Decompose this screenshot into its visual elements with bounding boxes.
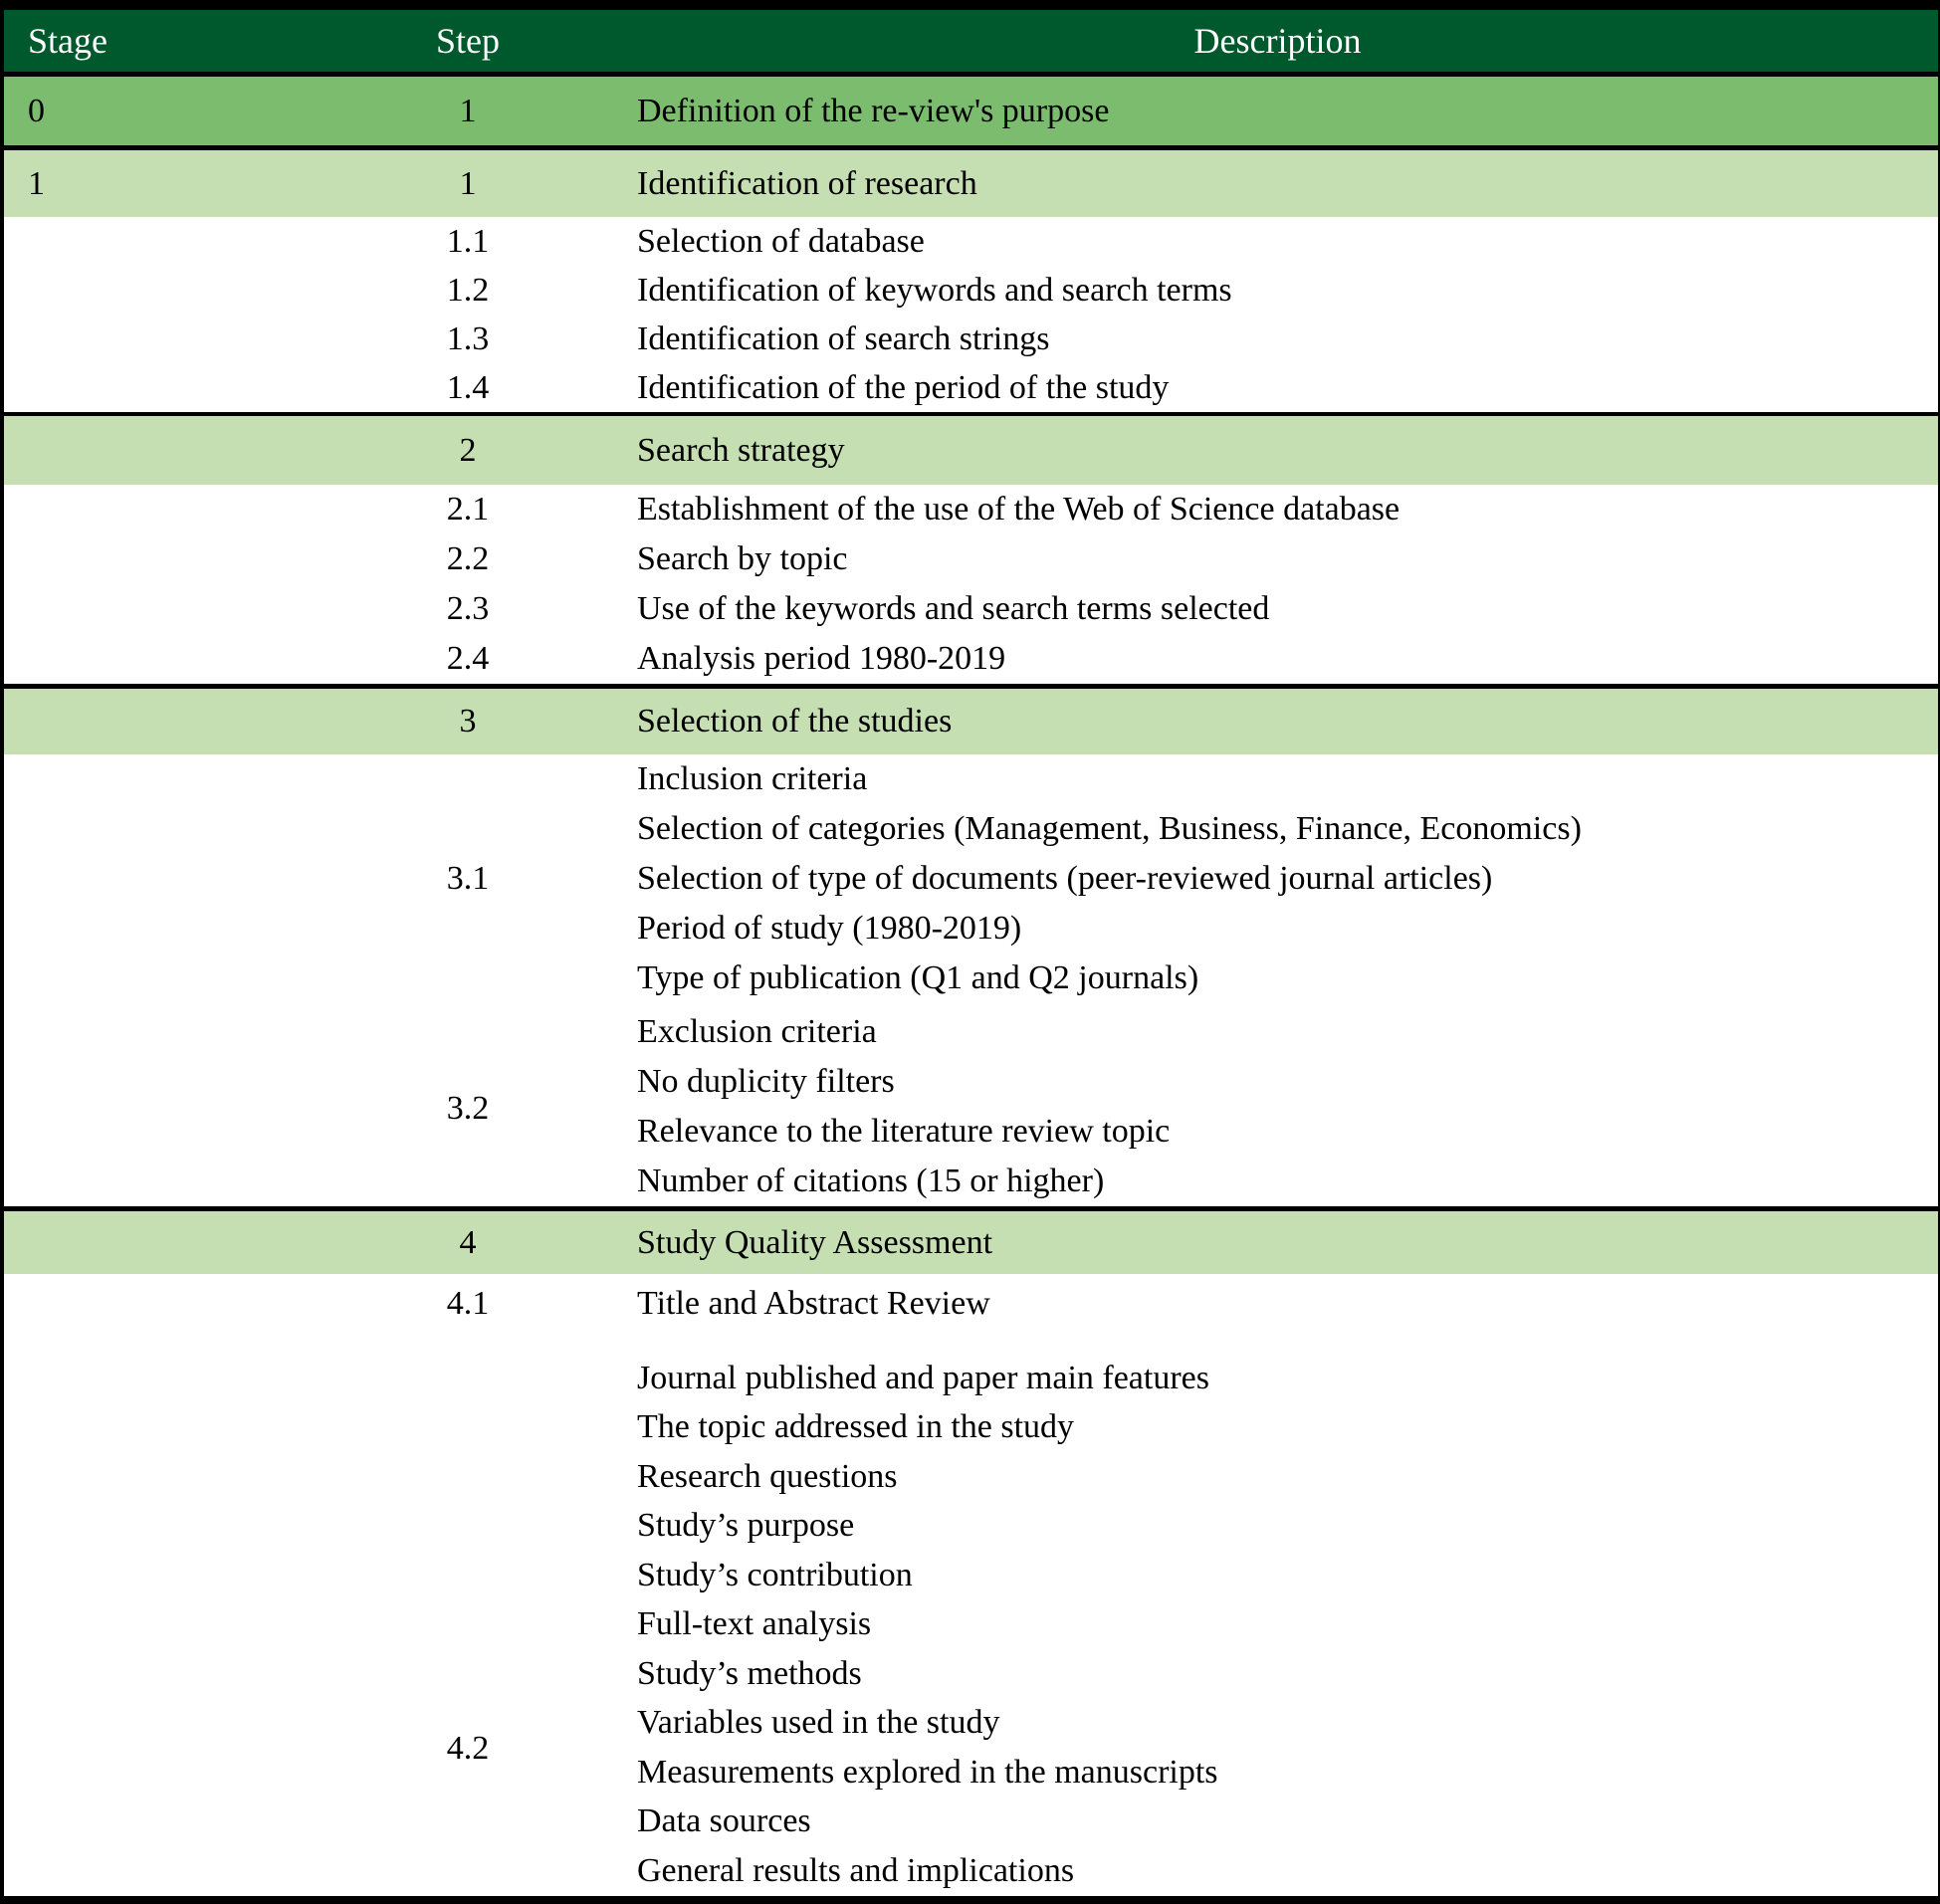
header-description: Description	[1193, 21, 1362, 61]
step-number: 2.3	[446, 590, 490, 627]
step-number: 1	[459, 92, 477, 129]
criterion-line: Data sources	[637, 1802, 811, 1840]
table-row-step-2	[4, 416, 1938, 485]
table-row-2-3	[4, 584, 1938, 634]
step-description-list	[617, 1354, 1938, 1896]
table-row-3-1	[4, 754, 1938, 1003]
step-number: 4	[459, 1223, 477, 1261]
step-number: 2.2	[446, 540, 490, 577]
stage-cell: 1	[28, 164, 45, 202]
stage-cell: 0	[28, 92, 45, 129]
table-row-step-4	[4, 1211, 1938, 1274]
criterion-line: Measurements explored in the manuscripts	[637, 1753, 1218, 1791]
table-row-2-1	[4, 485, 1938, 534]
table-row-stage-0	[4, 77, 1938, 145]
table-bottom-border	[4, 1896, 1938, 1904]
step-number-cell	[319, 754, 617, 1003]
table-row-2-4	[4, 634, 1938, 684]
step-number: 1.4	[446, 368, 490, 406]
step-number: 4.1	[446, 1285, 490, 1322]
criterion-line: Variables used in the study	[637, 1704, 1000, 1742]
criterion-line: Study’s contribution	[637, 1556, 913, 1593]
step-description: Use of the keywords and search terms selected	[637, 590, 1270, 627]
stage-cell	[4, 1354, 319, 1896]
table-row-1-1	[4, 217, 1938, 266]
table-row-3-2	[4, 1003, 1938, 1206]
criterion-line: General results and implications	[637, 1851, 1075, 1889]
step-number: 1.3	[446, 319, 490, 357]
step-description: Analysis period 1980-2019	[637, 640, 1006, 677]
criterion-line: Study’s purpose	[637, 1507, 855, 1545]
step-description: Study Quality Assessment	[637, 1223, 993, 1261]
table-row-stage-1-step-1	[4, 150, 1938, 217]
step-description: Selection of the studies	[637, 703, 953, 740]
criterion-line: Inclusion criteria	[637, 760, 868, 797]
criterion-line: Selection of categories (Management, Business, Finance, Economics)	[637, 810, 1582, 847]
criterion-line: Study’s methods	[637, 1654, 862, 1692]
table-row-1-2	[4, 266, 1938, 315]
stage-cell	[4, 1003, 319, 1206]
table-row-4-2	[4, 1354, 1938, 1896]
step-description: Identification of search strings	[637, 319, 1050, 357]
table-row-2-2	[4, 534, 1938, 584]
step-description-list	[617, 1003, 1938, 1206]
criterion-line: Research questions	[637, 1457, 898, 1495]
table-row-1-4	[4, 363, 1938, 412]
header-step: Step	[435, 21, 500, 61]
step-number: 2	[459, 431, 477, 469]
step-number-cell	[319, 1354, 617, 1896]
step-number: 2.1	[446, 491, 490, 528]
step-description: Identification of keywords and search terms	[637, 271, 1232, 309]
criterion-line: Type of publication (Q1 and Q2 journals)	[637, 959, 1199, 996]
criterion-line: Full-text analysis	[637, 1605, 872, 1643]
step-description-list	[617, 754, 1938, 1003]
step-number: 1.2	[446, 271, 490, 309]
table-row-1-3	[4, 315, 1938, 363]
step-number: 3.1	[446, 860, 490, 897]
table-row-step-3	[4, 689, 1938, 754]
step-number: 3.2	[446, 1090, 490, 1128]
criterion-line: Journal published and paper main features	[637, 1359, 1209, 1396]
step-number: 3	[459, 703, 477, 740]
step-description: Identification of research	[637, 164, 977, 202]
table-header-row	[4, 10, 1938, 72]
criterion-line: The topic addressed in the study	[637, 1408, 1075, 1446]
criterion-line: Selection of type of documents (peer-reviewed journal articles)	[637, 860, 1493, 897]
criterion-line: Number of citations (15 or higher)	[637, 1163, 1105, 1199]
step-number: 4.2	[446, 1730, 490, 1767]
header-stage: Stage	[28, 21, 108, 61]
step-description: Search by topic	[637, 540, 848, 577]
step-number: 1.1	[446, 222, 490, 260]
criterion-line: Period of study (1980-2019)	[637, 910, 1022, 947]
criterion-line: Relevance to the literature review topic	[637, 1113, 1171, 1150]
step-description: Selection of database	[637, 222, 925, 260]
table-row-4-1	[4, 1274, 1938, 1354]
table-top-border	[4, 0, 1938, 10]
step-number: 1	[459, 164, 477, 202]
step-number-cell	[319, 1003, 617, 1206]
step-description: Title and Abstract Review	[637, 1285, 990, 1322]
step-description: Establishment of the use of the Web of Science database	[637, 491, 1401, 528]
criterion-line: No duplicity filters	[637, 1063, 895, 1100]
step-description: Search strategy	[637, 431, 845, 469]
criterion-line: Exclusion criteria	[637, 1013, 877, 1050]
step-description: Identification of the period of the study	[637, 368, 1170, 406]
step-number: 2.4	[446, 640, 490, 677]
stage-cell	[4, 754, 319, 1003]
step-description: Definition of the re-view's purpose	[637, 92, 1110, 129]
